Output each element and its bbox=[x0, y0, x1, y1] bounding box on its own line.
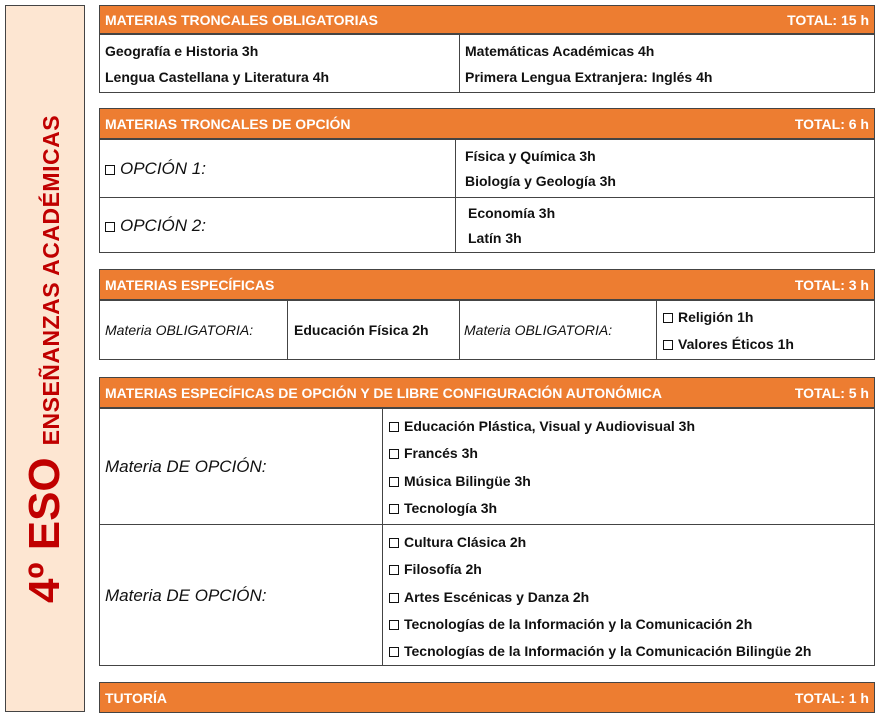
elective-label: Tecnologías de la Información y la Comunicación 2h bbox=[404, 616, 753, 632]
option-2-label: OPCIÓN 2: bbox=[120, 216, 206, 235]
section-title: MATERIAS TRONCALES OBLIGATORIAS bbox=[105, 11, 378, 28]
subject-item: Latín 3h bbox=[468, 230, 522, 246]
elective-label: Tecnología 3h bbox=[404, 500, 498, 516]
elective-label: Filosofía 2h bbox=[404, 561, 482, 577]
section-body-troncales-opcion bbox=[99, 139, 875, 253]
section-header-tutoria bbox=[99, 682, 875, 713]
choice-label: Religión 1h bbox=[678, 309, 754, 325]
option-2-row[interactable] bbox=[105, 216, 206, 236]
elective-label: Tecnologías de la Información y la Comunicación Bilingüe 2h bbox=[404, 643, 812, 659]
subject-item: Biología y Geología 3h bbox=[465, 173, 616, 189]
checkbox[interactable] bbox=[389, 449, 399, 459]
choice-valores-eticos[interactable] bbox=[663, 336, 794, 352]
option-1-row[interactable] bbox=[105, 159, 206, 179]
section-title: TUTORÍA bbox=[105, 689, 167, 706]
choice-label: Valores Éticos 1h bbox=[678, 336, 794, 352]
checkbox[interactable] bbox=[389, 477, 399, 487]
checkbox[interactable] bbox=[389, 565, 399, 575]
elective-label: Francés 3h bbox=[404, 445, 478, 461]
religion-checkbox[interactable] bbox=[663, 313, 673, 323]
checkbox[interactable] bbox=[389, 422, 399, 432]
elective-item[interactable] bbox=[389, 500, 497, 516]
course-subtitle: ENSEÑANZAS ACADÉMICAS bbox=[38, 114, 64, 445]
section-total: TOTAL: 5 h bbox=[794, 384, 869, 401]
elective-item[interactable] bbox=[389, 534, 526, 550]
elective-item[interactable] bbox=[389, 418, 695, 434]
checkbox[interactable] bbox=[389, 504, 399, 514]
option-1-checkbox[interactable] bbox=[105, 165, 115, 175]
option-group-label: Materia DE OPCIÓN: bbox=[105, 586, 267, 605]
elective-label: Artes Escénicas y Danza 2h bbox=[404, 589, 590, 605]
section-header-especificas bbox=[99, 269, 875, 300]
elective-item[interactable] bbox=[389, 473, 531, 489]
checkbox[interactable] bbox=[389, 620, 399, 630]
elective-label: Cultura Clásica 2h bbox=[404, 534, 527, 550]
subject-item: Economía 3h bbox=[468, 205, 556, 221]
section-total: TOTAL: 15 h bbox=[787, 11, 869, 28]
option-2-checkbox[interactable] bbox=[105, 222, 115, 232]
section-title: MATERIAS ESPECÍFICAS DE OPCIÓN Y DE LIBRE CONFIGURACIÓN AUTONÓMICA bbox=[105, 384, 662, 401]
checkbox[interactable] bbox=[389, 593, 399, 603]
option-group-label: Materia DE OPCIÓN: bbox=[105, 457, 267, 476]
subject-item: Física y Química 3h bbox=[465, 148, 596, 164]
section-header-troncales-obligatorias bbox=[99, 5, 875, 34]
section-total: TOTAL: 6 h bbox=[794, 115, 869, 132]
section-body-troncales-obligatorias bbox=[99, 34, 875, 93]
mandatory-label: Materia OBLIGATORIA: bbox=[464, 322, 613, 338]
option-1-label: OPCIÓN 1: bbox=[120, 159, 206, 178]
valores-eticos-checkbox[interactable] bbox=[663, 340, 673, 350]
section-title: MATERIAS ESPECÍFICAS bbox=[105, 276, 275, 293]
checkbox[interactable] bbox=[389, 538, 399, 548]
section-total: TOTAL: 1 h bbox=[794, 689, 869, 706]
checkbox[interactable] bbox=[389, 647, 399, 657]
choice-religion[interactable] bbox=[663, 309, 753, 325]
elective-item[interactable] bbox=[389, 561, 482, 577]
mandatory-label: Materia OBLIGATORIA: bbox=[105, 322, 254, 338]
section-header-especificas-opcion bbox=[99, 377, 875, 408]
sidebar-rotated-text bbox=[20, 114, 70, 602]
section-total: TOTAL: 3 h bbox=[794, 276, 869, 293]
course-title: 4º ESO bbox=[20, 456, 69, 603]
subject-item: Lengua Castellana y Literatura 4h bbox=[105, 69, 330, 85]
subject-item: Primera Lengua Extranjera: Inglés 4h bbox=[465, 69, 713, 85]
elective-item[interactable] bbox=[389, 643, 811, 659]
elective-label: Educación Plástica, Visual y Audiovisual 3h bbox=[404, 418, 695, 434]
elective-label: Música Bilingüe 3h bbox=[404, 473, 531, 489]
section-body-especificas-opcion bbox=[99, 408, 875, 666]
section-body-especificas bbox=[99, 300, 875, 360]
section-title: MATERIAS TRONCALES DE OPCIÓN bbox=[105, 115, 351, 132]
course-sidebar bbox=[5, 5, 85, 712]
subject-item: Geografía e Historia 3h bbox=[105, 43, 259, 59]
elective-item[interactable] bbox=[389, 616, 752, 632]
elective-item[interactable] bbox=[389, 445, 478, 461]
elective-item[interactable] bbox=[389, 589, 589, 605]
subject-item: Matemáticas Académicas 4h bbox=[465, 43, 655, 59]
section-header-troncales-opcion bbox=[99, 108, 875, 139]
subject-item: Educación Física 2h bbox=[294, 322, 429, 338]
